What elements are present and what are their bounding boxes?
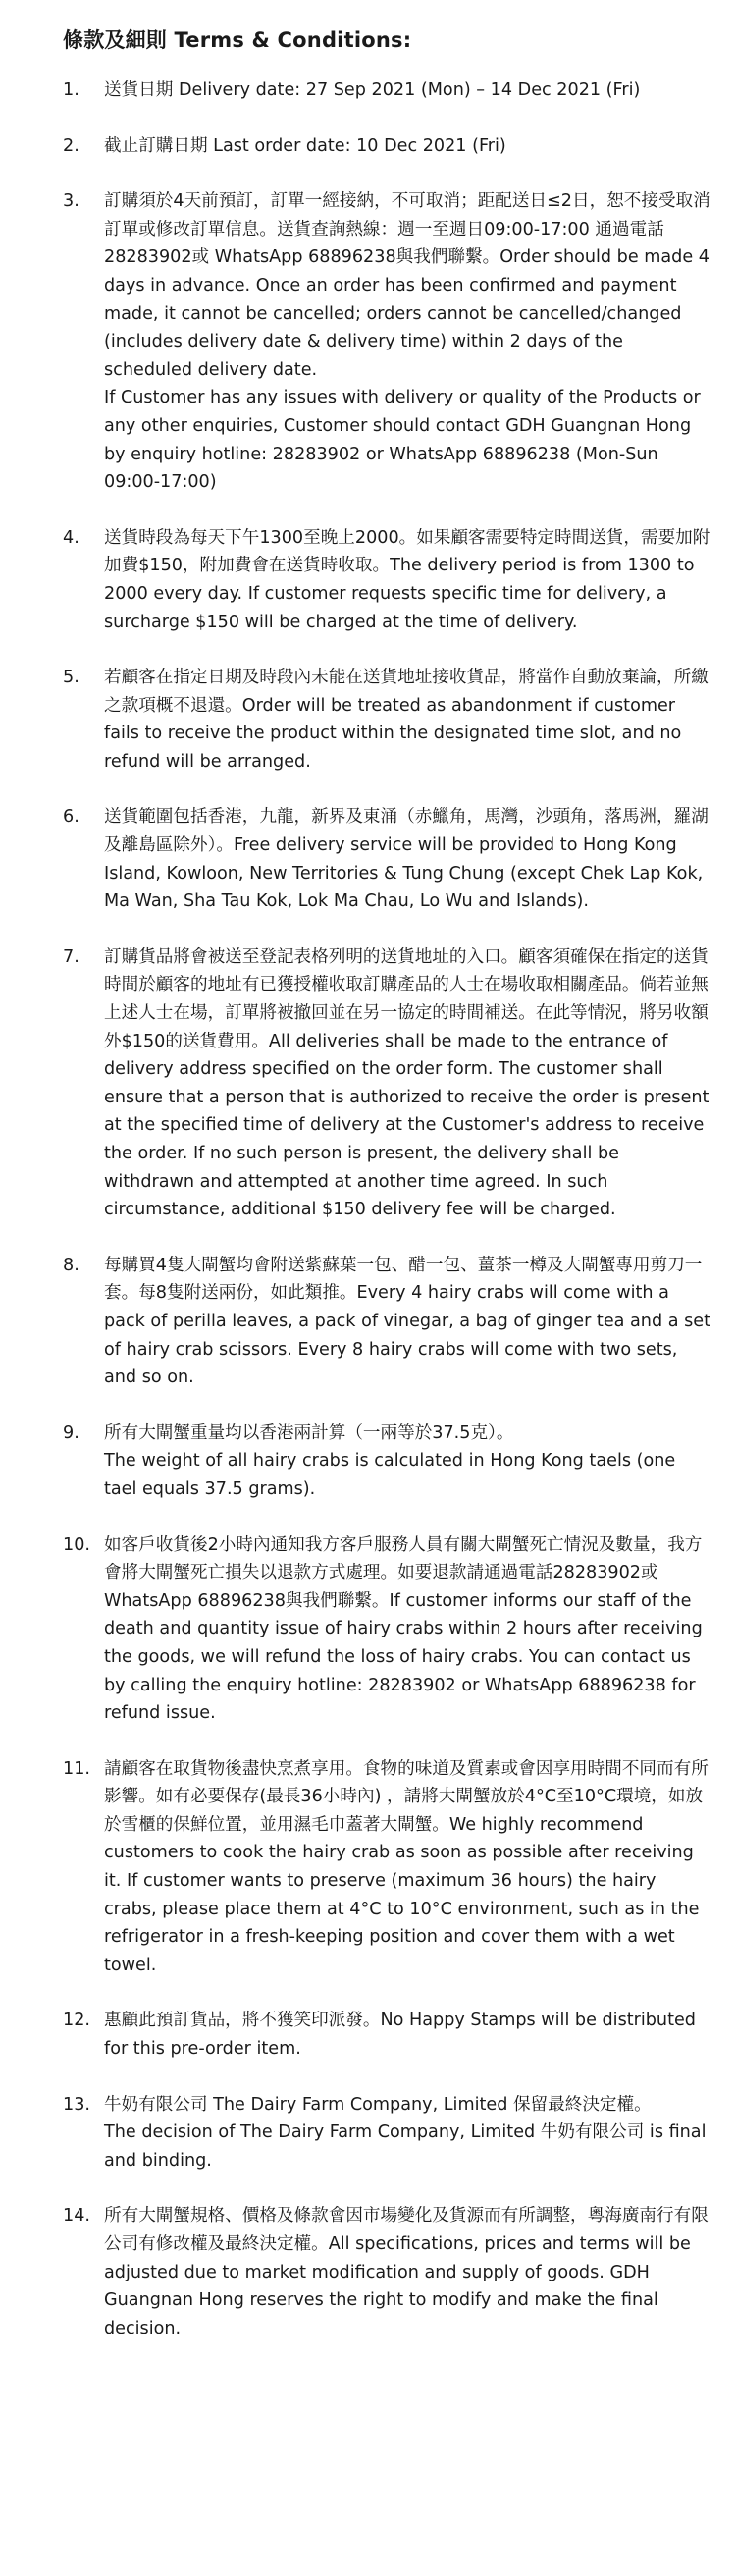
term-text: 惠顧此預訂貨品，將不獲笑印派發。No Happy Stamps will be distributed for this pre-order item. bbox=[104, 2011, 696, 2060]
term-text: 牛奶有限公司 The Dairy Farm Company, Limited 保留最終決定權。 bbox=[104, 2094, 652, 2115]
term-number: 6. bbox=[63, 807, 79, 828]
term-text: 如客戶收貨後2小時內通知我方客戶服務人員有關大閘蟹死亡情況及數量，我方會將大閘蟹死亡損失以退款方式處理。如要退款請通過電話28283902或 WhatsApp 68896238與我們聯繫。If customer informs our staff of the death and quantity issue of hairy crabs within 2 hours after receiving the goods, we will refund the loss of hairy crabs. You can contact us by calling the enquiry hotline: 28283902 or WhatsApp 68896238 for refund issue. bbox=[104, 1534, 703, 1724]
term-number: 14. bbox=[63, 2206, 90, 2227]
term-text: 若顧客在指定日期及時段內未能在送貨地址接收貨品，將當作自動放棄論，所繳之款項概不退還。Order will be treated as abandonment if customer fails to receive the product within the designated time slot, and no refund will be arranged. bbox=[104, 668, 709, 772]
term-item bbox=[65, 1755, 712, 1980]
terms-heading: 條款及細則 Terms & Conditions: bbox=[63, 28, 412, 52]
term-text: If Customer has any issues with delivery or quality of the Products or any other enquiries, Customer should contact GDH Guangnan Hong by enquiry hotline: 28283902 or WhatsApp 68896238 (Mon-Sun 09:00-17:00) bbox=[104, 388, 701, 493]
term-number: 7. bbox=[63, 946, 79, 967]
term-number: 9. bbox=[63, 1422, 79, 1443]
term-item bbox=[65, 1531, 712, 1728]
term-item bbox=[65, 943, 712, 1224]
term-text: 請顧客在取貨物後盡快烹煮享用。食物的味道及質素或會因享用時間不同而有所影響。如有必要保存(最長36小時內) ，請將大閘蟹放於4°C至10°C環境，如放於雪櫃的保鮮位置，並用濕毛巾蓋著大閘蟹。We highly recommend customers to cook the hairy crab as soon as possible after receiving it. If customer wants to preserve (maximum 36 hours) the hairy crabs, please place them at 4°C to 10°C environment, such as in the refrigerator in a fresh-keeping position and cover them with a wet towel. bbox=[104, 1758, 709, 1975]
term-number: 5. bbox=[63, 668, 79, 688]
term-text: The decision of The Dairy Farm Company, Limited 牛奶有限公司 is final and binding. bbox=[104, 2122, 707, 2171]
term-item bbox=[65, 188, 712, 497]
term-text: 送貨時段為每天下午1300至晚上2000。如果顧客需要特定時間送貨，需要加附加費$150，附加費會在送貨時收取。The delivery period is from 1300 to 2000 every day. If customer requests specific time for delivery, a surcharge $150 will be charged at the time of delivery. bbox=[104, 527, 710, 632]
term-text: 訂購貨品將會被送至登記表格列明的送貨地址的入口。顧客須確保在指定的送貨時間於顧客的地址有已獲授權收取訂購產品的人士在場收取相關產品。倘若並無上述人士在場，訂單將被撤回並在另一協定的時間補送。在此等情況，將另收額外$150的送貨費用。All deliveries shall be made to the entrance of delivery address specified on the order form. The customer shall ensure that a person that is authorized to receive the order is present at the specified time of delivery at the Customer's address to receive the order. If no such person is present, the delivery shall be withdrawn and attempted at another time agreed. In such circumstance, additional $150 delivery fee will be charged. bbox=[104, 946, 710, 1220]
term-text: 送貨範圍包括香港，九龍，新界及東涌（赤鱲角，馬灣，沙頭角，落馬洲，羅湖及離島區除外）。Free delivery service will be provided to Hong Kong Island, Kowloon, New Territories & Tung Chung (except Chek Lap Kok, Ma Wan, Sha Tau Kok, Lok Ma Chau, Lo Wu and Islands). bbox=[104, 807, 709, 912]
term-text: 截止訂購日期 Last order date: 10 Dec 2021 (Fri) bbox=[104, 135, 506, 156]
term-text: 所有大閘蟹重量均以香港兩計算（一兩等於37.5克）。 bbox=[104, 1422, 514, 1443]
term-item bbox=[65, 133, 712, 161]
term-number: 13. bbox=[63, 2094, 90, 2115]
term-item bbox=[65, 524, 712, 636]
term-text: 送貨日期 Delivery date: 27 Sep 2021 (Mon) – 14 Dec 2021 (Fri) bbox=[104, 80, 641, 100]
term-text: 每購買4隻大閘蟹均會附送紫蘇葉一包、醋一包、薑茶一樽及大閘蟹專用剪刀一套。每8隻附送兩份，如此類推。Every 4 hairy crabs will come with a pack of perilla leaves, a pack of vinegar, a bag of ginger tea and a set of hairy crab scissors. Every 8 hairy crabs will come with two sets, and so on. bbox=[104, 1255, 710, 1388]
term-number: 3. bbox=[63, 191, 79, 212]
terms-list bbox=[65, 77, 712, 2342]
term-number: 8. bbox=[63, 1255, 79, 1275]
term-text: The weight of all hairy crabs is calculated in Hong Kong taels (one tael equals 37.5 grams). bbox=[104, 1451, 676, 1499]
term-item bbox=[65, 664, 712, 776]
term-number: 1. bbox=[63, 80, 79, 100]
term-item bbox=[65, 1252, 712, 1392]
term-text: 所有大閘蟹規格、價格及條款會因市場變化及貨源而有所調整，粵海廣南行有限公司有修改權及最終決定權。All specifications, prices and terms will be adjusted due to market modification and supply of goods. GDH Guangnan Hong reserves the right to modify and make the final decision. bbox=[104, 2206, 709, 2338]
term-item bbox=[65, 77, 712, 105]
term-number: 2. bbox=[63, 135, 79, 156]
term-item bbox=[65, 2202, 712, 2342]
term-item bbox=[65, 2091, 712, 2175]
term-number: 10. bbox=[63, 1534, 90, 1555]
term-number: 4. bbox=[63, 527, 79, 548]
term-number: 12. bbox=[63, 2011, 90, 2031]
term-item bbox=[65, 803, 712, 915]
term-text: 訂購須於4天前預訂，訂單一經接納，不可取消；距配送日≤2日，恕不接受取消訂單或修改訂單信息。送貨查詢熱線：週一至週日09:00-17:00 通過電話28283902或 WhatsApp 68896238與我們聯繫。Order should be made 4 days in advance. Once an order has been confirmed and payment made, it cannot be cancelled; orders cannot be cancelled/changed (includes delivery date & delivery time) within 2 days of the scheduled delivery date. bbox=[104, 191, 710, 380]
term-item bbox=[65, 2007, 712, 2063]
term-item bbox=[65, 1420, 712, 1504]
term-number: 11. bbox=[63, 1758, 90, 1779]
